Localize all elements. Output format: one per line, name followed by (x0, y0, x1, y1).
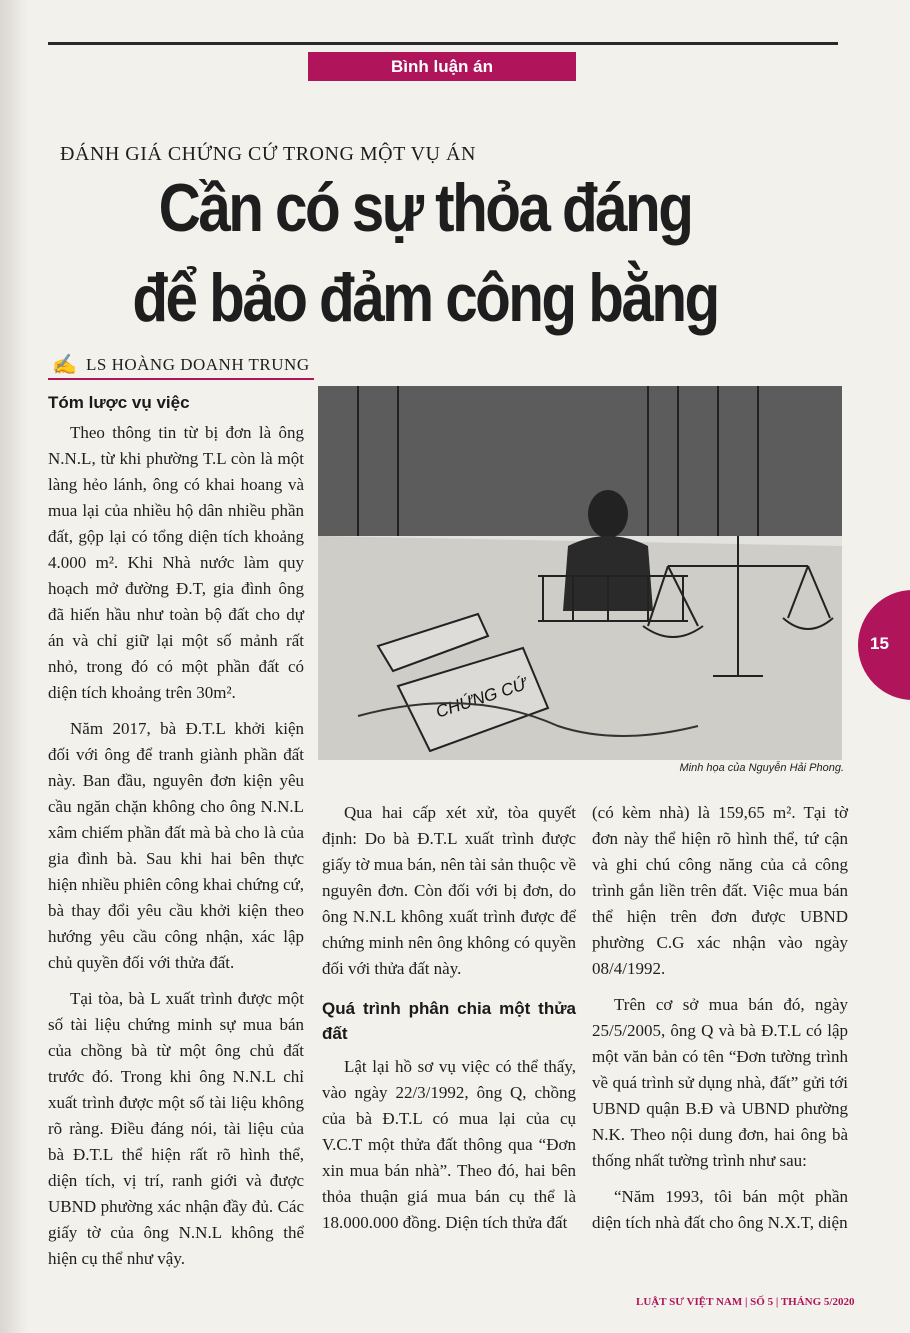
paragraph: Trên cơ sở mua bán đó, ngày 25/5/2005, ông Q và bà Đ.T.L có lập một văn bản có tên “Đơn tường trình về quá trình sử dụng nhà, đất” gửi tới UBND quận B.Đ và UBND phường N.K. Theo nội dung đơn, hai ông bà thống nhất tường trình như sau: (592, 995, 848, 1170)
paragraph: Tại tòa, bà L xuất trình được một số tài liệu chứng minh sự mua bán của chồng bà từ một ông chủ đất trước đó. Trong khi ông N.N.L chỉ xuất trình được một số tài liệu không rõ ràng. Điều đáng nói, tài liệu của bà Đ.T.L thể hiện rất rõ hình thể, diện tích, vị trí, ranh giới và được UBND phường xác nhận đầy đủ. Các giấy tờ của ông N.N.L không thể hiện cụ thể như vậy. (48, 989, 304, 1268)
top-rule (48, 42, 838, 45)
paragraph: Lật lại hồ sơ vụ việc có thể thấy, vào ngày 22/3/1992, ông Q, chồng của bà Đ.T.L có mua lại của cụ V.C.T một thửa đất thông qua “Đơn xin mua bán nhà”. Theo đó, hai bên thỏa thuận giá mua bán cụ thể là 18.000.000 đồng. Diện tích thửa đất (322, 1057, 576, 1232)
paragraph: Năm 2017, bà Đ.T.L khởi kiện đối với ông để tranh giành phần đất này. Ban đầu, nguyên đơn kiện yêu cầu ngăn chặn không cho ông N.N.L xâm chiếm phần đất mà bà cho là của gia đình bà. Sau khi hai bên thực hiện nhiều phiên công khai chứng cứ, bà thay đổi yêu cầu khởi kiện theo hướng yêu cầu công nhận, xác lập chủ quyền đối với thửa đất. (48, 719, 304, 972)
page-number: 15 (870, 634, 889, 653)
magazine-footer: LUẬT SƯ VIỆT NAM | SỐ 5 | THÁNG 5/2020 (636, 1296, 855, 1308)
article-kicker: ĐÁNH GIÁ CHỨNG CỨ TRONG MỘT VỤ ÁN (60, 143, 476, 165)
author-name: LS HOÀNG DOANH TRUNG (86, 355, 310, 374)
byline (48, 352, 314, 380)
division-heading: Quá trình phân chia một thửa đất (322, 999, 576, 1043)
headline-line-2: để bảo đảm công bằng (132, 260, 718, 336)
column-1 (48, 420, 304, 1282)
illustration-label: CHỨNG CỨ (433, 674, 529, 722)
headline-line-1: Cần có sự thỏa đáng (158, 170, 692, 246)
page-edge-shadow (0, 0, 28, 1333)
paragraph: Qua hai cấp xét xử, tòa quyết định: Do bà Đ.T.L xuất trình được giấy tờ mua bán, nên tài sản thuộc về nguyên đơn. Còn đối với bị đơn, do ông N.N.L không xuất trình được để chứng minh nên ông không có quyền đối với thửa đất này. (322, 803, 576, 978)
illustration-caption: Minh họa của Nguyễn Hải Phong. (679, 762, 844, 774)
paragraph: (có kèm nhà) là 159,65 m². Tại tờ đơn này thể hiện rõ hình thể, tứ cận và ghi chú công năng của cả công trình gắn liền trên đất. Việc mua bán thể hiện trên đơn được UBND phường C.G xác nhận vào ngày 08/4/1992. (592, 803, 848, 978)
pen-icon: ✍ (52, 354, 77, 376)
courtroom-illustration (318, 386, 842, 760)
section-banner: Bình luận án (308, 52, 576, 81)
paragraph: Theo thông tin từ bị đơn là ông N.N.L, từ khi phường T.L còn là một làng hẻo lánh, ông có khai hoang và mua lại của nhiều hộ dân nhiều phần đất, gộp lại có tổng diện tích khoảng 4.000 m². Khi Nhà nước làm quy hoạch mở đường Đ.T, gia đình ông đã hiến hầu như toàn bộ đất cho dự án và chỉ giữ lại một số mảnh rất nhỏ, trong đó có một phần đất có diện tích khoảng trên 30m². (48, 423, 304, 702)
column-2 (322, 800, 576, 1246)
paragraph: “Năm 1993, tôi bán một phần diện tích nhà đất cho ông N.X.T, diện (592, 1187, 848, 1232)
summary-heading: Tóm lược vụ việc (48, 393, 190, 412)
column-3 (592, 800, 848, 1246)
illustration-drawing (318, 386, 842, 760)
